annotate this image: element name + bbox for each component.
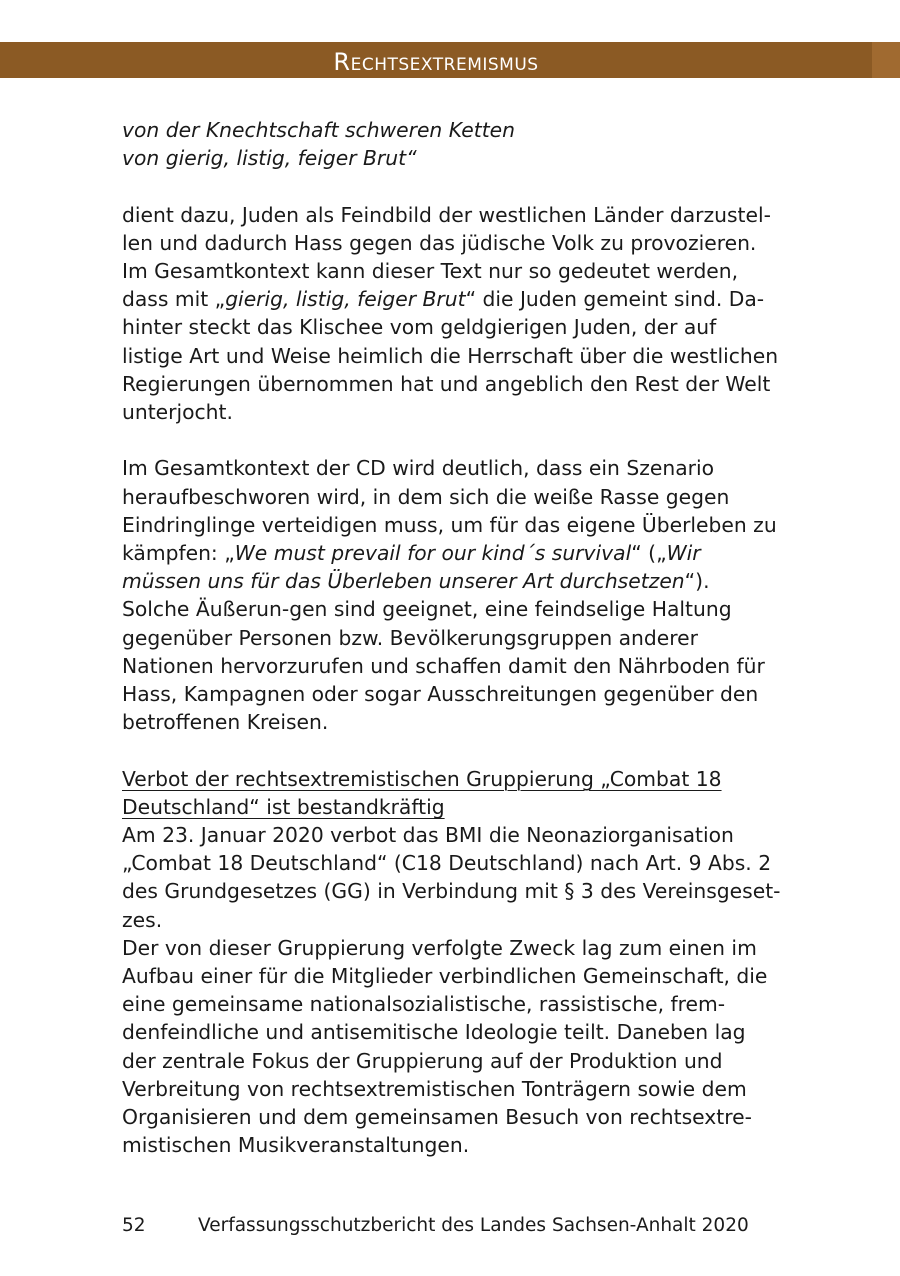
paragraph-ban: Am 23. Januar 2020 verbot das BMI die Neonaziorganisation „Combat 18 Deutschland“ (C18 Deutschland) nach Art. 9 Abs. 2 des Grundgesetzes (GG) in Verbindung mit § 3 des Vereinsgeset-zes. <box>122 823 781 932</box>
section-heading-line-2: Deutschland“ ist bestandkräftig <box>122 794 445 819</box>
paragraph-text: dient dazu, Juden als Feindbild der westlichen Länder darzustel-len und dadurch Hass gegen das jüdische Volk zu provozieren. Im Gesamtkontext kann dieser Text nur so gedeutet werden, dass mit „ <box>122 202 771 312</box>
page-footer <box>122 1213 749 1239</box>
paragraph-purpose: Der von dieser Gruppierung verfolgte Zweck lag zum einen im Aufbau einer für die Mitglieder verbindlichen Gemeinschaft, die eine gemeinsame nationalsozialistische, rassistische, frem-denfeindliche und antisemitische Ideologie teilt. Daneben lag der zentrale Fokus der Gruppierung auf der Produktion und Verbreitung von rechtsextremistischen Tonträgern sowie dem Organisieren und dem gemeinsamen Besuch von rechtsextre-mistischen Musikveranstaltungen. <box>122 935 768 1158</box>
paragraph-text: “). Solche Äußerun-gen sind geeignet, eine feindselige Haltung gegenüber Personen bzw. Bevölkerungsgruppen anderer Nationen hervorzurufen und schaffen damit den Nährboden für Hass, Kampagnen oder sogar Ausschreitungen gegenüber den betroffenen Kreisen. <box>122 569 765 735</box>
header-bar <box>0 42 900 78</box>
header-accent <box>872 42 900 78</box>
section-heading <box>122 765 782 821</box>
paragraph-text: “ die Juden gemeint sind. Da-hinter steckt das Klischee vom geldgierigen Juden, der auf listige Art und Weise heimlich die Herrschaft über die westlichen Regierungen übernommen hat und angeblich den Rest der Welt unterjocht. <box>122 287 779 425</box>
lyrics-quote <box>122 116 782 172</box>
quote-line-2: von gierig, listig, feiger Brut“ <box>122 146 417 171</box>
paragraph-cd-context <box>122 454 782 736</box>
quote-line-1: von der Knechtschaft schweren Ketten <box>122 118 516 142</box>
publication-title: Verfassungsschutzbericht des Landes Sachsen-Anhalt 2020 <box>198 1215 749 1236</box>
page-number: 52 <box>122 1215 146 1236</box>
page-content <box>122 116 782 1159</box>
quoted-translation: Wir müssen uns für das Überleben unserer Art durchsetzen <box>122 541 701 594</box>
paragraph-antisemitism <box>122 201 782 427</box>
quoted-english-phrase: We must prevail for our kind´s survival <box>234 541 632 566</box>
section-heading-line-1: Verbot der rechtsextremistischen Gruppierung „Combat 18 <box>122 766 722 791</box>
paragraph-text: Im Gesamtkontext der CD wird deutlich, dass ein Szenario heraufbeschworen wird, in dem sich die weiße Rasse gegen Eindringlinge verteidigen muss, um für das eigene Überleben zu kämpfen: „ <box>122 456 777 566</box>
paragraph-text: “ („ <box>631 541 667 566</box>
page-section-title: Rechtsextremismus <box>333 48 539 76</box>
quoted-phrase: gierig, listig, feiger Brut <box>225 287 466 312</box>
